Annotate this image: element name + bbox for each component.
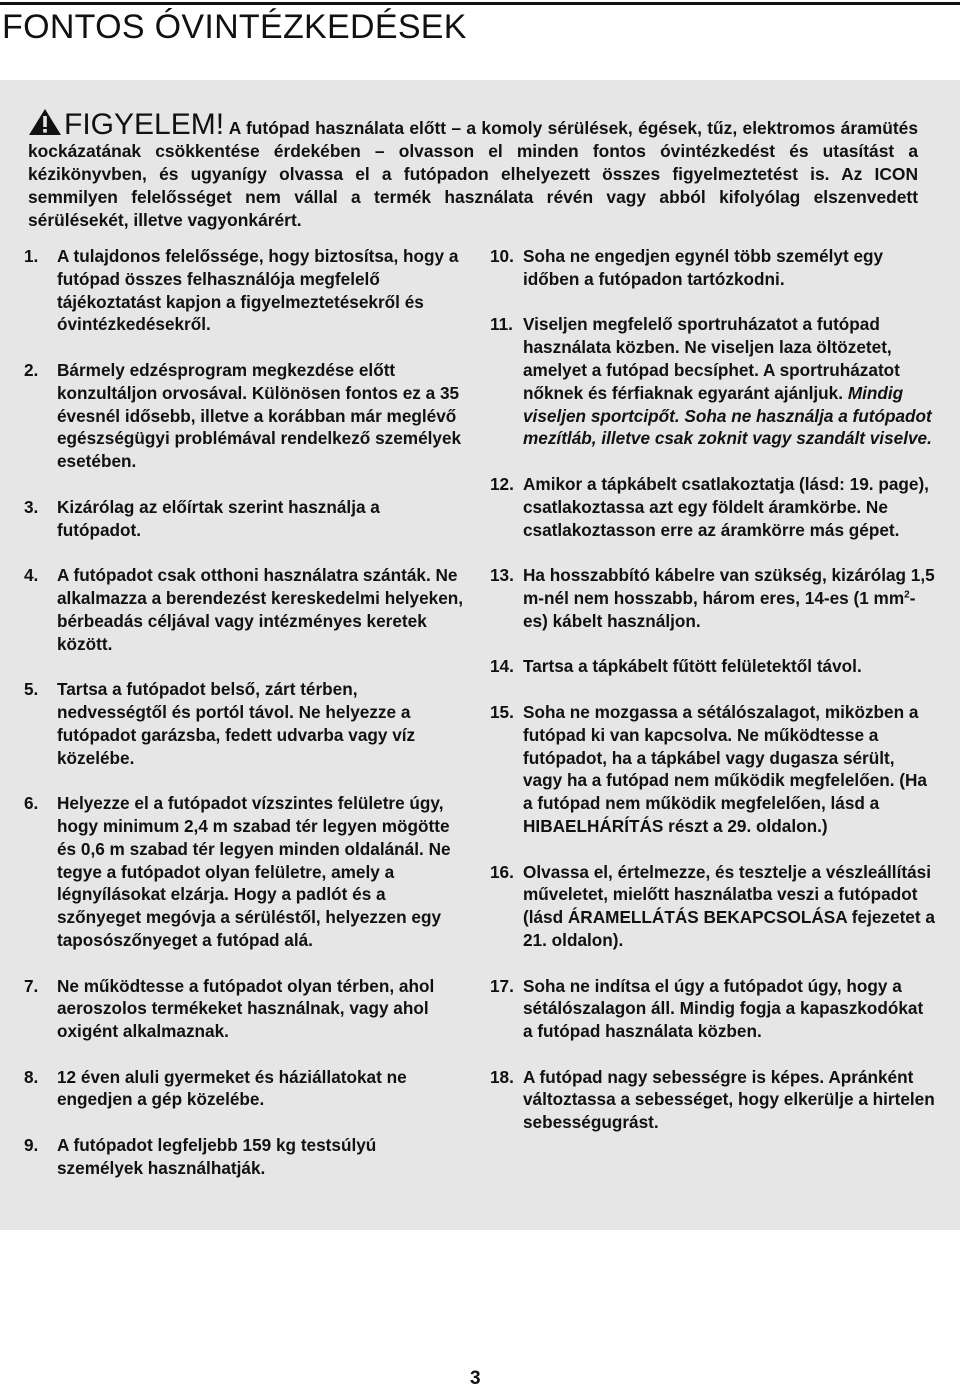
- list-item: [24, 678, 464, 769]
- item-number: 10.: [490, 246, 514, 266]
- list-item: [24, 496, 464, 542]
- item-number: 15.: [490, 701, 514, 722]
- item-number: 14.: [490, 656, 514, 677]
- item-text: 12 éven aluli gyermeket és háziállatokat ne engedjen a gép közelébe.: [57, 1066, 407, 1110]
- item-text: Olvassa el, értelmezze, és tesztelje a vészleállítási műveletet, mielőtt használatba veszi a futópadot (lásd ÁRAMELLÁTÁS BEKAPCSOLÁSA fejezetet a 21. oldalon).: [523, 861, 935, 950]
- list-item: [24, 1066, 464, 1112]
- item-text: A futópad nagy sebességre is képes. Apránként változtassa a sebességet, hogy elkerülje a hirtelen sebességugrást.: [523, 1066, 935, 1133]
- item-text: Ne működtesse a futópadot olyan térben, ahol aeroszolos termékeket használnak, vagy ahol oxigént alkalmaznak.: [57, 975, 435, 1042]
- item-text: Amikor a tápkábelt csatlakoztatja (lásd: 19. page), csatlakoztassa azt egy földelt áramkörbe. Ne csatlakoztasson erre az áramkörre más gépet.: [523, 473, 929, 540]
- right-column: [490, 245, 936, 1157]
- item-text: Kizárólag az előírtak szerint használja a futópadot.: [57, 496, 380, 540]
- page-number: 3: [470, 1368, 481, 1389]
- item-text: Soha ne engedjen egynél több személyt egy időben a futópadon tartózkodni.: [523, 246, 884, 289]
- item-text: Soha ne indítsa el úgy a futópadot úgy, hogy a sétálószalagon áll. Mindig fogja a kapaszkodókat a futópad használata közben.: [523, 975, 924, 1042]
- list-item: [24, 245, 464, 336]
- item-number: 18.: [490, 1066, 514, 1087]
- item-number: 2.: [24, 359, 39, 380]
- list-item: [24, 359, 464, 473]
- item-number: 13.: [490, 565, 514, 586]
- item-text: A futópadot legfeljebb 159 kg testsúlyú személyek használhatják.: [57, 1135, 377, 1178]
- list-item: [24, 564, 464, 655]
- item-text: A futópadot csak otthoni használatra szánták. Ne alkalmazza a berendezést kereskedelmi helyeken, bérbeadás céljával vagy intézményes keretek között.: [57, 565, 464, 654]
- item-number: 16.: [490, 861, 514, 882]
- item-text: Viseljen megfelelő sportruházatot a futópad használata közben. Ne viseljen laza öltözetet, amelyet a futópad becsíphet. A sportruházatot nőknek és férfiaknak egyaránt ajánljuk.: [523, 314, 900, 403]
- item-text-italic: Mindig viseljen sportcipőt. Soha ne használja a futópadot mezítláb, illetve csak zoknit vagy szandált viselve.: [523, 382, 932, 449]
- left-column: [24, 245, 464, 1202]
- list-item: [490, 701, 936, 838]
- list-item: [490, 1066, 936, 1134]
- item-text-after: -es) kábelt használjon.: [523, 587, 916, 631]
- warning-label: FIGYELEM!: [64, 108, 225, 141]
- item-text: Helyezze el a futópadot vízszintes felületre úgy, hogy minimum 2,4 m szabad tér legyen mögötte és 0,6 m szabad tér legyen minden oldalánál. Ne tegye a futópadot olyan felületre, amely a légnyílásokat elzárja. Hogy a padlót és a szőnyeget megóvja a sérüléstől, helyezzen egy taposószőnyeget a futópad alá.: [57, 793, 451, 950]
- item-text: Tartsa a futópadot belső, zárt térben, nedvességtől és portól távol. Ne helyezze a futópadot garázsba, fedett udvarba vagy víz közelébe.: [57, 679, 416, 768]
- item-text: Ha hosszabbító kábelre van szükség, kizárólag 1,5 m-nél nem hosszabb, három eres, 14-es (1 mm: [523, 565, 935, 608]
- item-number: 1.: [24, 246, 39, 266]
- top-rule: [0, 2, 960, 5]
- item-number: 17.: [490, 975, 514, 996]
- item-number: 12.: [490, 473, 514, 494]
- item-number: 5.: [24, 679, 39, 700]
- item-number: 9.: [24, 1135, 39, 1156]
- item-number: 3.: [24, 496, 39, 517]
- superscript: 2: [904, 589, 910, 601]
- item-text: A tulajdonos felelőssége, hogy biztosítsa, hogy a futópad összes felhasználója megfelelő tájékoztatást kapjon a figyelmeztetésekről és óvintézkedésekről.: [57, 246, 459, 335]
- list-item: [490, 564, 936, 632]
- item-text: Tartsa a tápkábelt fűtött felületektől távol.: [523, 656, 862, 677]
- list-item: [490, 245, 936, 291]
- list-item: [24, 975, 464, 1043]
- item-number: 6.: [24, 793, 39, 814]
- list-item: [490, 975, 936, 1043]
- list-item: [490, 655, 936, 678]
- list-item: [24, 1134, 464, 1180]
- item-text: Soha ne mozgassa a sétálószalagot, miközben a futópad ki van kapcsolva. Ne működtesse a futópadot, ha a tápkábel vagy dugasza sérült, vagy ha a futópad nem működik megfelelően. (Ha a futópad nem működik megfelelően, lásd a HIBAELHÁRÍTÁS részt a 29. oldalon.): [523, 701, 927, 836]
- item-number: 8.: [24, 1066, 39, 1087]
- warning-paragraph: [28, 108, 918, 232]
- page-title: FONTOS ÓVINTÉZKEDÉSEK: [2, 8, 467, 46]
- item-number: 4.: [24, 565, 39, 586]
- list-item: [490, 313, 936, 450]
- warning-text: A futópad használata előtt – a komoly sérülések, égések, tűz, elektromos áramütés kockázatának csökkentése érdekében – olvasson el minden fontos óvintézkedést és utasítást a kézikönyvben, és ugyanígy olvassa el a futópadon elhelyezett összes figyelmeztetést is. Az ICON semmilyen felelősséget nem vállal a termék használata révén vagy abból kifolyólag elszenvedett sérülésekét, illetve vagyonkárért.: [28, 118, 918, 230]
- warning-triangle-icon: [28, 108, 62, 136]
- list-item: [24, 792, 464, 952]
- item-number: 7.: [24, 975, 39, 996]
- list-item: [490, 861, 936, 952]
- item-number: 11.: [490, 314, 513, 335]
- list-item: [490, 473, 936, 541]
- item-text: Bármely edzésprogram megkezdése előtt konzultáljon orvosával. Különösen fontos ez a 35 évesnél idősebb, illetve a korábban már meglévő egészségügyi problémával rendelkező személyek esetében.: [57, 359, 462, 472]
